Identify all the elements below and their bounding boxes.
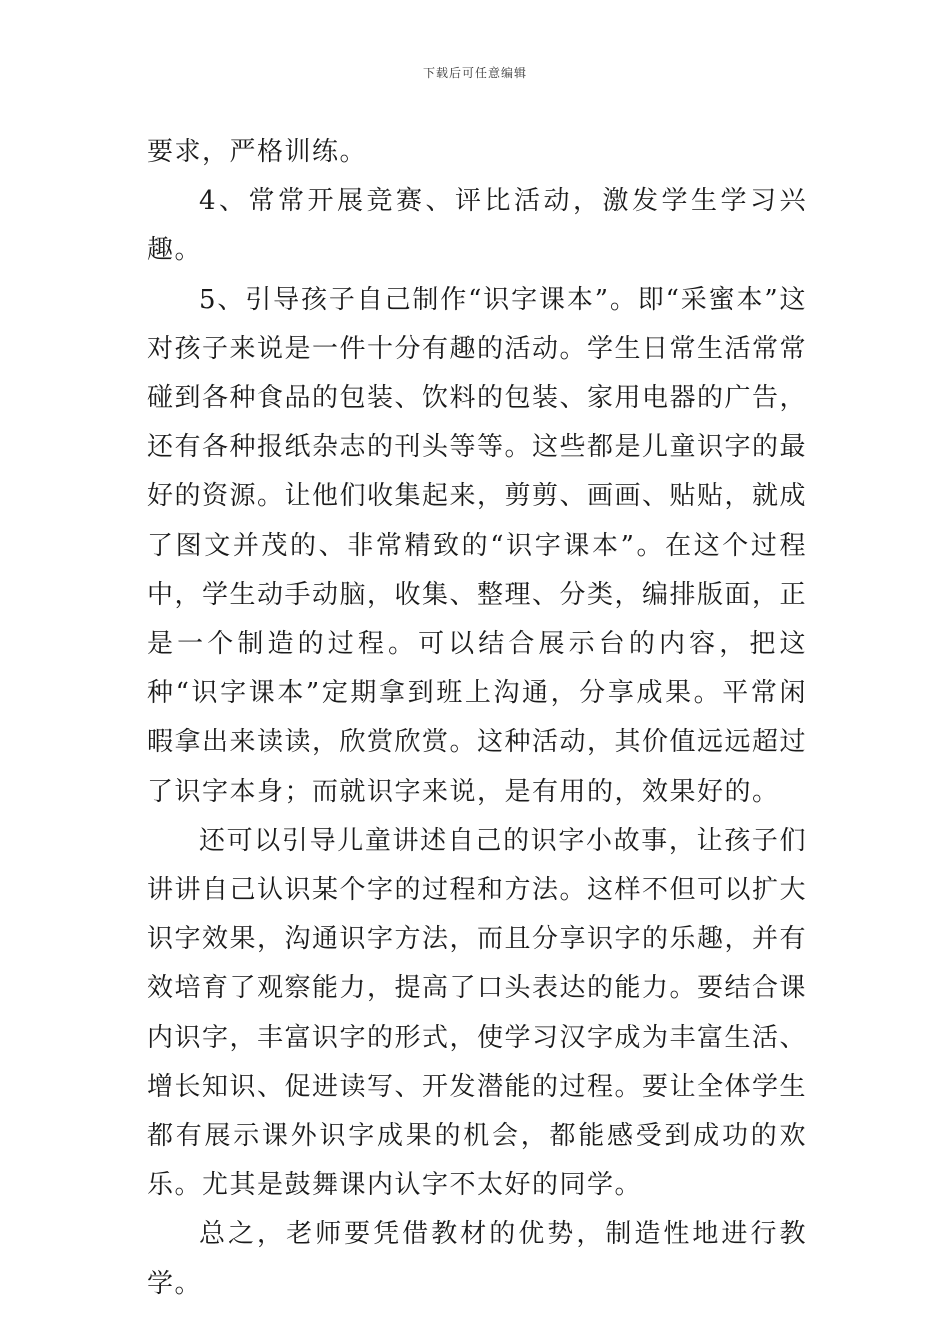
page-header: 下载后可任意编辑 xyxy=(422,66,527,80)
paragraph-summary: 总之，老师要凭借教材的优势，制造性地进行教学。 xyxy=(147,1219,807,1299)
paragraph-item-4: 4、常常开展竞赛、评比活动，激发学生学习兴趣。 xyxy=(147,186,807,266)
paragraph-continuation: 要求，严格训练。 xyxy=(147,137,368,167)
document-body xyxy=(147,128,807,1309)
paragraph-item-5: 5、引导孩子自己制作“识字课本”。即“采蜜本”这对孩子来说是一件十分有趣的活动。学生日常生活常常碰到各种食品的包装、饮料的包装、家用电器的广告，还有各种报纸杂志的刊头等等。这些都是儿童识字的最好的资源。让他们收集起来，剪剪、画画、贴贴，就成了图文并茂的、非常精致的“识字课本”。在这个过程中，学生动手动脑，收集、整理、分类，编排版面，正是一个制造的过程。可以结合展示台的内容，把这种“识字课本”定期拿到班上沟通，分享成果。平常闲暇拿出来读读，欣赏欣赏。这种活动，其价值远远超过了识字本身；而就识字来说，是有用的，效果好的。 xyxy=(147,284,808,807)
paragraph-literacy-stories: 还可以引导儿童讲述自己的识字小故事，让孩子们讲讲自己认识某个字的过程和方法。这样不但可以扩大识字效果，沟通识字方法，而且分享识字的乐趣，并有效培育了观察能力，提高了口头表达的能力。要结合课内识字，丰富识字的形式，使学习汉字成为丰富生活、增长知识、促进读写、开发潜能的过程。要让全体学生都有展示课外识字成果的机会，都能感受到成功的欢乐。尤其是鼓舞课内认字不太好的同学。 xyxy=(147,825,808,1201)
